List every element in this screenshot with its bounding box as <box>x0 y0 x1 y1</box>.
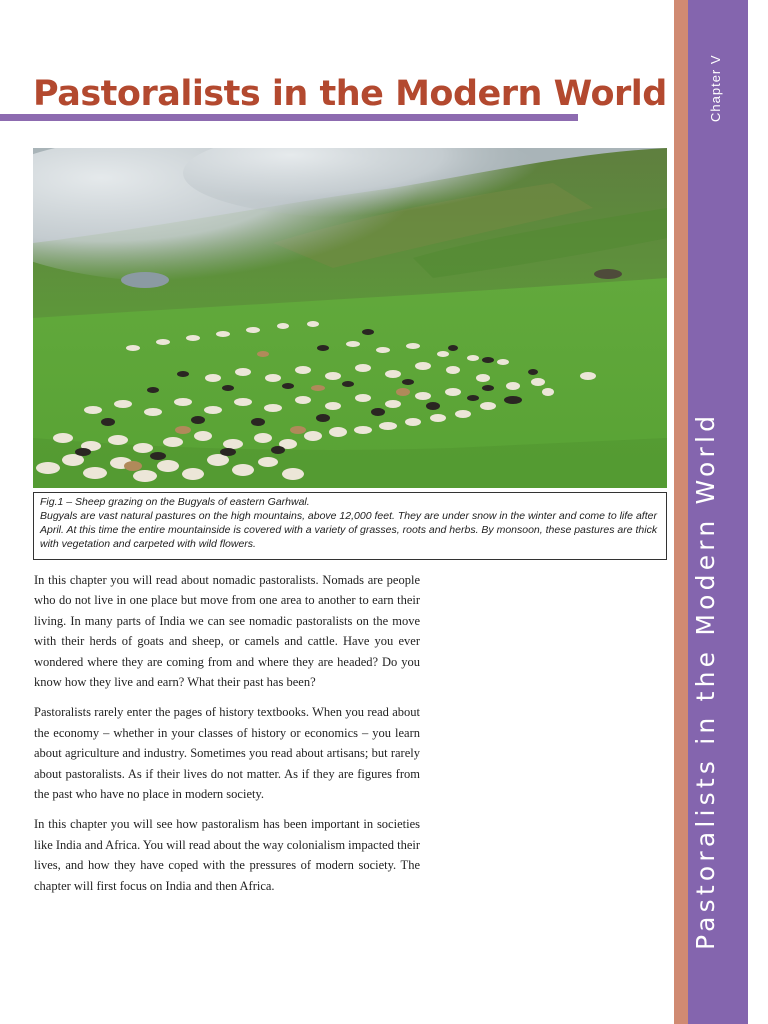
sidebar-title: Pastoralists in the Modern World <box>691 411 720 950</box>
body-text <box>34 570 420 906</box>
body-paragraph-1: In this chapter you will read about nomadic pastoralists. Nomads are people who do not live in one place but move from one area to another to earn their living. In many parts of India we can see nomadic pastoralists on the move with their herds of goats and sheep, or camels and cattle. Have you ever wondered where they are coming from and where they are headed? Do you know how they live and earn? What their past has been? <box>34 573 420 690</box>
figure-caption <box>33 492 667 560</box>
page-title: Pastoralists in the Modern World <box>33 74 667 114</box>
sidebar-stripe <box>674 0 688 1024</box>
chapter-label: Chapter V <box>708 54 723 122</box>
caption-body: Bugyals are vast natural pastures on the high mountains, above 12,000 feet. They are under snow in the winter and come to life after April. At this time the entire mountainside is covered with a variety of grasses, roots and herbs. By monsoon, these pastures are thick with vegetation and carpeted with wild flowers. <box>40 510 658 550</box>
body-paragraph-2: Pastoralists rarely enter the pages of history textbooks. When you read about the economy – whether in your classes of history or economics – you learn about agriculture and industry. Sometimes you read about artisans; but rarely about pastoralists. As if their lives do not matter. As if they are figures from the past who have no place in modern society. <box>34 705 420 802</box>
caption-title: Fig.1 – Sheep grazing on the Bugyals of eastern Garhwal. <box>40 496 310 508</box>
figure-photo-sheep-grazing <box>33 148 667 488</box>
title-rule <box>0 114 578 121</box>
body-paragraph-3: In this chapter you will see how pastoralism has been important in societies like India and Africa. You will read about the way colonialism impacted their lives, and how they have coped with the pressures of modern society. The chapter will first focus on India and then Africa. <box>34 817 421 893</box>
